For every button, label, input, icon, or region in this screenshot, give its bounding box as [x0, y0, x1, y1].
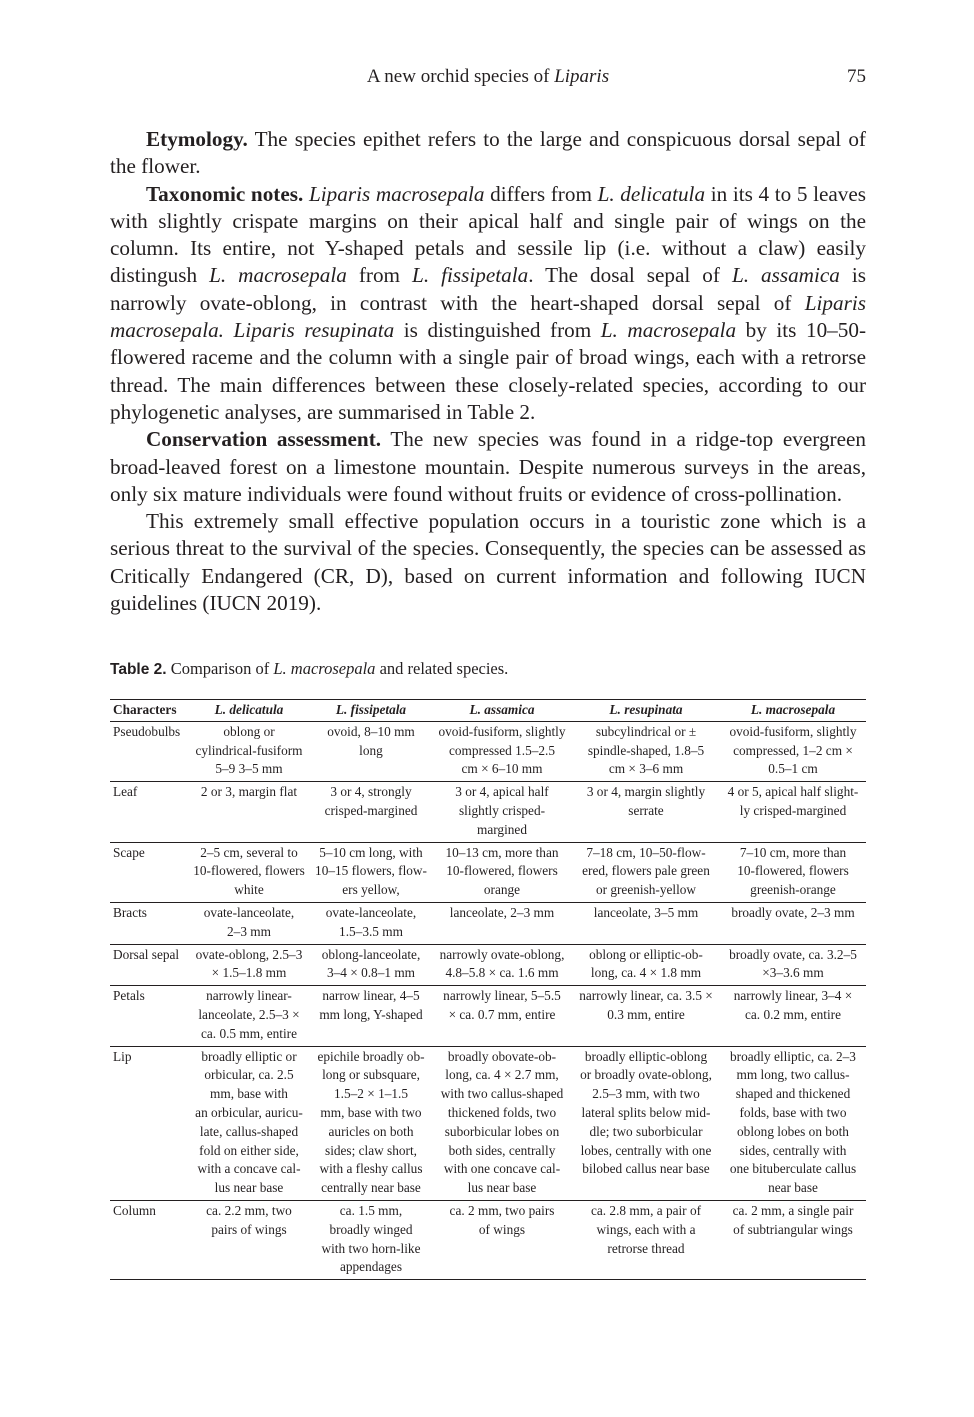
column-header-species: [310, 700, 432, 722]
main-text: [110, 126, 866, 617]
row-label: Leaf: [110, 782, 188, 842]
table-caption-species: L. macrosepala: [273, 659, 376, 678]
table-cell: ovate-oblong, 2.5–3 × 1.5–1.8 mm: [188, 944, 310, 986]
etymology-heading: Etymology.: [146, 127, 248, 151]
comparison-table: [110, 699, 866, 1280]
table-cell: 3 or 4, margin slightly serrate: [572, 782, 720, 842]
table-cell: epichile broadly ob- long or subsquare, 1.5–2 × 1–1.5 mm, base with two auricles on both sides; claw short, with a fleshy callus centrally near base: [310, 1046, 432, 1200]
column-header-text: L. delicatula: [214, 702, 284, 717]
conservation-paragraph: [110, 426, 866, 508]
table-cell: narrowly linear- lanceolate, 2.5–3 × ca. 0.5 mm, entire: [188, 986, 310, 1046]
row-label: Bracts: [110, 902, 188, 944]
table-cell: 3 or 4, apical half slightly crisped- margined: [432, 782, 572, 842]
table-cell: 10–13 cm, more than 10-flowered, flowers orange: [432, 842, 572, 902]
table-cell: oblong-lanceolate, 3–4 × 0.8–1 mm: [310, 944, 432, 986]
table-cell: ovoid-fusiform, slightly compressed 1.5–2.5 cm × 6–10 mm: [432, 721, 572, 781]
table-cell: broadly ovate, ca. 3.2–5 ×3–3.6 mm: [720, 944, 866, 986]
taxonomic-notes-heading: Taxonomic notes.: [146, 181, 304, 206]
table-cell: 3 or 4, strongly crisped-margined: [310, 782, 432, 842]
table-row: [110, 986, 866, 1046]
species-name: L. delicatula: [597, 181, 706, 206]
conservation-paragraph-2: This extremely small effective population occurs in a touristic zone which is a serious threat to the survival of the species. Consequently, the species can be assessed as Critically Endangered (CR, D), based on current information and following IUCN guidelines (IUCN 2019).: [110, 509, 866, 616]
table-cell: ca. 2.2 mm, two pairs of wings: [188, 1200, 310, 1279]
column-header-text: L. macrosepala: [750, 702, 836, 717]
table-header-row: [110, 700, 866, 722]
etymology-paragraph: [110, 126, 866, 181]
table-cell: narrowly linear, 5–5.5 × ca. 0.7 mm, entire: [432, 986, 572, 1046]
table-caption-label: Table 2.: [110, 661, 167, 678]
text-run: . The dosal sepal of: [528, 263, 732, 288]
etymology-text: The species epithet refers to the large and conspicuous dorsal sepal of the flower.: [110, 127, 866, 179]
column-header-species: [572, 700, 720, 722]
table-row: [110, 1200, 866, 1279]
table-row: [110, 902, 866, 944]
row-label: Scape: [110, 842, 188, 902]
running-title-genus: Liparis: [554, 66, 610, 87]
table-cell: narrowly ovate-oblong, 4.8–5.8 × ca. 1.6 mm: [432, 944, 572, 986]
text-run: differs from: [484, 181, 598, 206]
table-cell: oblong or cylindrical-fusiform 5–9 3–5 mm: [188, 721, 310, 781]
column-header-characters: Characters: [110, 700, 188, 722]
table-row: [110, 782, 866, 842]
running-title: [110, 66, 866, 88]
text-run: from: [346, 263, 413, 288]
column-header-text: L. resupinata: [609, 702, 683, 717]
table-cell: ovoid, 8–10 mm long: [310, 721, 432, 781]
row-label: Petals: [110, 986, 188, 1046]
table-cell: ovoid-fusiform, slightly compressed, 1–2 cm × 0.5–1 cm: [720, 721, 866, 781]
table-cell: ca. 2 mm, a single pair of subtriangular wings: [720, 1200, 866, 1279]
table-cell: oblong or elliptic-ob- long, ca. 4 × 1.8 mm: [572, 944, 720, 986]
table-cell: subcylindrical or ± spindle-shaped, 1.8–5 cm × 3–6 mm: [572, 721, 720, 781]
table-cell: 4 or 5, apical half slight- ly crisped-margined: [720, 782, 866, 842]
table-cell: narrow linear, 4–5 mm long, Y-shaped: [310, 986, 432, 1046]
row-label: Column: [110, 1200, 188, 1279]
running-title-text: A new orchid species of: [366, 66, 555, 87]
species-name: Liparis macrosepala: [308, 181, 485, 206]
species-name: L. assamica: [731, 263, 840, 288]
table-row: [110, 944, 866, 986]
table-cell: ca. 2 mm, two pairs of wings: [432, 1200, 572, 1279]
table-row: [110, 721, 866, 781]
table-cell: narrowly linear, 3–4 × ca. 0.2 mm, entire: [720, 986, 866, 1046]
table-cell: broadly ovate, 2–3 mm: [720, 902, 866, 944]
table-cell: lanceolate, 3–5 mm: [572, 902, 720, 944]
table-cell: ovate-lanceolate, 1.5–3.5 mm: [310, 902, 432, 944]
table-cell: ca. 2.8 mm, a pair of wings, each with a retrorse thread: [572, 1200, 720, 1279]
table-caption: [110, 659, 866, 679]
running-header: [110, 66, 866, 94]
column-header-text: L. fissipetala: [335, 702, 407, 717]
table-row: [110, 842, 866, 902]
conservation-heading: Conservation assessment.: [146, 427, 382, 452]
table-cell: ovate-lanceolate, 2–3 mm: [188, 902, 310, 944]
text-run: is narrowly ovate-oblong, in contrast with the heart-shaped dorsal sepal of: [110, 263, 866, 315]
table-cell: 5–10 cm long, with 10–15 flowers, flow- ers yellow,: [310, 842, 432, 902]
text-run: in its 4 to 5 leaves with slightly crispate margins on their apical half and single pair of wings on the column. Its entire, not Y-shaped petals and sessile lip (i.e. without a claw) easily distingush: [110, 181, 867, 288]
column-header-species: [432, 700, 572, 722]
table-caption-text: and related species.: [375, 659, 509, 678]
table-cell: broadly elliptic or orbicular, ca. 2.5 mm, base with an orbicular, auricu- late, callus-shaped fold on either side, with a concave cal- lus near base: [188, 1046, 310, 1200]
conservation-text: The new species was found in a ridge-top evergreen broad-leaved forest on a limestone mountain. Despite numerous surveys in the areas, only six mature individuals were found without fruits or evidence of cross-pollination.: [110, 427, 866, 506]
species-name: L. macrosepala: [209, 263, 347, 288]
table-cell: narrowly linear, ca. 3.5 × 0.3 mm, entire: [572, 986, 720, 1046]
species-name: L. macrosepala: [600, 318, 737, 343]
table-cell: broadly elliptic-oblong or broadly ovate-oblong, 2.5–3 mm, with two lateral splits below mid- dle; two suborbicular lobes, centrally with one bilobed callus near base: [572, 1046, 720, 1200]
table-cell: 7–18 cm, 10–50-flow- ered, flowers pale green or greenish-yellow: [572, 842, 720, 902]
table-cell: 2–5 cm, several to 10-flowered, flowers white: [188, 842, 310, 902]
page-number: 75: [847, 66, 866, 87]
species-name: Liparis macrosepala. Liparis resupinata: [110, 290, 866, 343]
table-cell: broadly elliptic, ca. 2–3 mm long, two callus- shaped and thickened folds, base with two oblong lobes on both sides, centrally with one bituberculate callus near base: [720, 1046, 866, 1200]
text-run: is distinguished from: [394, 318, 601, 343]
column-header-species: [720, 700, 866, 722]
text-run: by its 10–50-flowered raceme and the column with a single pair of broad wings, each with a retrorse thread. The main differences between these closely-related species, according to our phylogenetic analyses, are summarised in Table 2.: [110, 318, 866, 424]
table-cell: lanceolate, 2–3 mm: [432, 902, 572, 944]
table-row: [110, 1046, 866, 1200]
row-label: Dorsal sepal: [110, 944, 188, 986]
taxonomic-notes-paragraph: [110, 181, 866, 427]
table-cell: 2 or 3, margin flat: [188, 782, 310, 842]
table-cell: 7–10 cm, more than 10-flowered, flowers greenish-orange: [720, 842, 866, 902]
table-caption-text: Comparison of: [166, 659, 274, 678]
row-label: Lip: [110, 1046, 188, 1200]
comparison-table-wrapper: [110, 699, 866, 1280]
column-header-species: [188, 700, 310, 722]
row-label: Pseudobulbs: [110, 721, 188, 781]
table-cell: broadly obovate-ob- long, ca. 4 × 2.7 mm, with two callus-shaped thickened folds, two suborbicular lobes on both sides, centrally with one concave cal- lus near base: [432, 1046, 572, 1200]
table-cell: ca. 1.5 mm, broadly winged with two horn-like appendages: [310, 1200, 432, 1279]
species-name: L. fissipetala: [412, 263, 529, 288]
column-header-text: L. assamica: [469, 702, 535, 717]
